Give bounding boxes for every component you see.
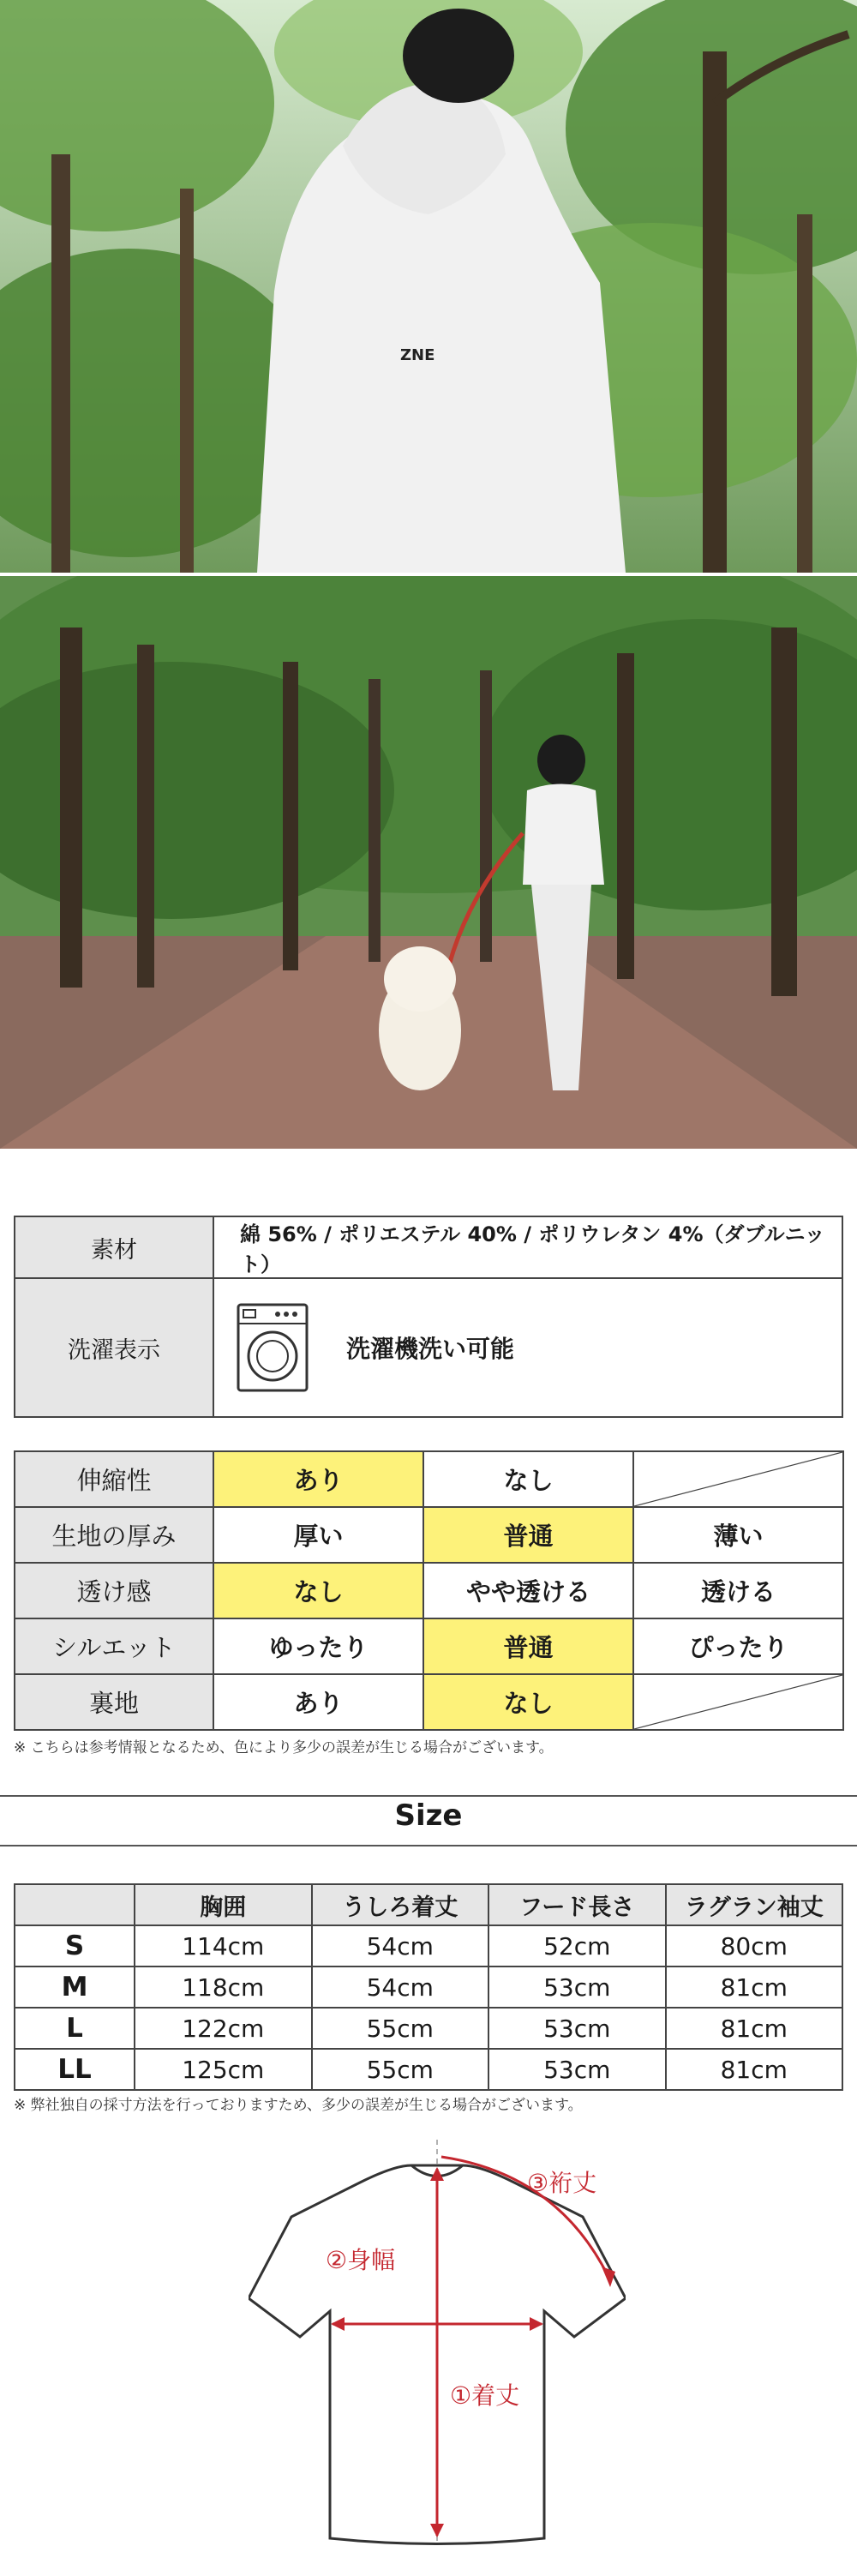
attribute-label: シルエット bbox=[15, 1618, 213, 1674]
material-value: 綿 56% / ポリエステル 40% / ポリウレタン 4%（ダブルニット） bbox=[213, 1216, 842, 1278]
material-table bbox=[14, 1216, 843, 1418]
size-value: 52cm bbox=[488, 1925, 666, 1967]
length-label: ①着丈 bbox=[450, 2381, 520, 2410]
attribute-option: やや透ける bbox=[423, 1563, 633, 1618]
size-label: L bbox=[15, 2008, 135, 2049]
attributes-note: ※ こちらは参考情報となるため、色により多少の誤差が生じる場合がございます。 bbox=[14, 1739, 554, 1756]
attribute-label: 裏地 bbox=[15, 1674, 213, 1730]
attribute-label: 伸縮性 bbox=[15, 1451, 213, 1507]
size-value: 114cm bbox=[135, 1925, 312, 1967]
wash-header: 洗濯表示 bbox=[15, 1278, 213, 1417]
size-table bbox=[14, 1883, 843, 2091]
attribute-empty-cell bbox=[633, 1451, 843, 1507]
size-value: 122cm bbox=[135, 2008, 312, 2049]
attribute-option: 透ける bbox=[633, 1563, 843, 1618]
attribute-option: 薄い bbox=[633, 1507, 843, 1563]
size-value: 81cm bbox=[666, 1967, 843, 2008]
size-column-header: フード長さ bbox=[488, 1884, 666, 1925]
walking-dog-photo bbox=[0, 576, 857, 1149]
attribute-row bbox=[15, 1563, 843, 1618]
attribute-option: なし bbox=[213, 1563, 423, 1618]
size-label: LL bbox=[15, 2049, 135, 2090]
attribute-option: なし bbox=[423, 1674, 633, 1730]
size-label: M bbox=[15, 1967, 135, 2008]
attribute-option: 普通 bbox=[423, 1507, 633, 1563]
attribute-row bbox=[15, 1674, 843, 1730]
size-value: 80cm bbox=[666, 1925, 843, 1967]
width-label: ②身幅 bbox=[326, 2246, 396, 2274]
size-column-header: ラグラン袖丈 bbox=[666, 1884, 843, 1925]
size-row bbox=[15, 1925, 842, 1967]
attribute-option: あり bbox=[213, 1674, 423, 1730]
size-value: 53cm bbox=[488, 2049, 666, 2090]
attribute-option: あり bbox=[213, 1451, 423, 1507]
size-title-rule-top bbox=[0, 1795, 857, 1797]
size-value: 53cm bbox=[488, 2008, 666, 2049]
wash-label: 洗濯機洗い可能 bbox=[346, 1335, 515, 1363]
size-value: 81cm bbox=[666, 2008, 843, 2049]
fabric-attributes-table bbox=[14, 1450, 844, 1731]
width-arrow-head-left bbox=[331, 2317, 345, 2331]
length-arrow-head-bottom bbox=[430, 2524, 444, 2537]
size-value: 55cm bbox=[312, 2008, 489, 2049]
size-value: 53cm bbox=[488, 1967, 666, 2008]
attribute-empty-cell bbox=[633, 1674, 843, 1730]
size-row bbox=[15, 2008, 842, 2049]
size-column-header: 胸囲 bbox=[135, 1884, 312, 1925]
size-value: 54cm bbox=[312, 1967, 489, 2008]
attribute-option: なし bbox=[423, 1451, 633, 1507]
washing-machine-icon bbox=[237, 1303, 309, 1392]
attribute-row bbox=[15, 1451, 843, 1507]
size-header-row bbox=[15, 1884, 842, 1925]
width-arrow-head-right bbox=[530, 2317, 543, 2331]
size-value: 81cm bbox=[666, 2049, 843, 2090]
attribute-row bbox=[15, 1618, 843, 1674]
sleeve-label: ③裄丈 bbox=[527, 2169, 597, 2197]
attribute-option: ぴったり bbox=[633, 1618, 843, 1674]
attribute-label: 生地の厚み bbox=[15, 1507, 213, 1563]
attribute-row bbox=[15, 1507, 843, 1563]
size-title: Size bbox=[394, 1798, 463, 1833]
attribute-label: 透け感 bbox=[15, 1563, 213, 1618]
attribute-option: 普通 bbox=[423, 1618, 633, 1674]
wash-row bbox=[15, 1278, 842, 1417]
attribute-option: 厚い bbox=[213, 1507, 423, 1563]
measurement-diagram bbox=[249, 2140, 626, 2551]
hoodie-logo-text: ZNE bbox=[400, 346, 435, 364]
size-title-rule-bottom bbox=[0, 1845, 857, 1846]
size-row bbox=[15, 2049, 842, 2090]
size-value: 55cm bbox=[312, 2049, 489, 2090]
material-header: 素材 bbox=[15, 1216, 213, 1278]
size-column-header: うしろ着丈 bbox=[312, 1884, 489, 1925]
attribute-option: ゆったり bbox=[213, 1618, 423, 1674]
size-value: 118cm bbox=[135, 1967, 312, 2008]
size-row bbox=[15, 1967, 842, 2008]
size-value: 54cm bbox=[312, 1925, 489, 1967]
hoodie-back-photo bbox=[0, 0, 857, 573]
size-value: 125cm bbox=[135, 2049, 312, 2090]
size-note: ※ 弊社独自の採寸方法を行っておりますため、多少の誤差が生じる場合がございます。 bbox=[14, 2097, 583, 2114]
length-arrow-head-top bbox=[430, 2167, 444, 2181]
material-row bbox=[15, 1216, 842, 1278]
size-label: S bbox=[15, 1925, 135, 1967]
sleeve-arrow-head bbox=[602, 2267, 615, 2287]
size-header-blank bbox=[15, 1884, 135, 1925]
wash-cell bbox=[213, 1278, 842, 1417]
